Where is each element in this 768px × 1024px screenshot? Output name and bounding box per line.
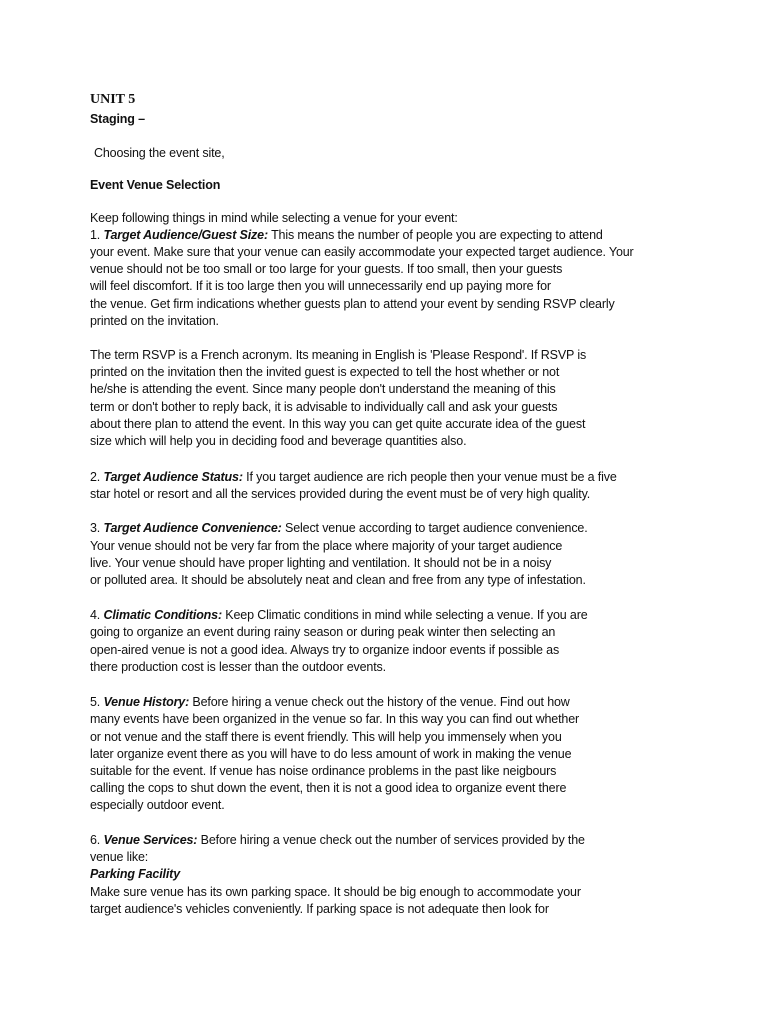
paragraph-line: many events have been organized in the venue so far. In this way you can find out whether	[90, 712, 580, 726]
item2-text: If you target audience are rich people then your venue must be a five	[242, 470, 617, 484]
item1-heading: Target Audience/Guest Size:	[103, 228, 268, 242]
paragraph-line: or not venue and the staff there is event friendly. This will help you immensely when you	[90, 730, 562, 744]
item3-heading: Target Audience Convenience:	[103, 521, 282, 535]
item4-line	[90, 607, 588, 623]
item1-number: 1.	[90, 228, 104, 242]
parking-line: target audience's vehicles conveniently. If parking space is not adequate then look for	[90, 902, 549, 916]
item6-text: Before hiring a venue check out the number of services provided by the	[197, 833, 585, 847]
rsvp-line: he/she is attending the event. Since many people don't understand the meaning of this	[90, 382, 556, 396]
item4-text: Keep Climatic conditions in mind while selecting a venue. If you are	[221, 608, 588, 622]
item1-text: This means the number of people you are expecting to attend	[267, 228, 603, 242]
staging-label: Staging –	[90, 112, 145, 126]
paragraph-line: Your venue should not be very far from the place where majority of your target audience	[90, 539, 563, 553]
parking-heading: Parking Facility	[90, 867, 180, 881]
item3-text: Select venue according to target audience convenience.	[281, 521, 588, 535]
paragraph-line: later organize event there as you will have to do less amount of work in making the venue	[90, 747, 572, 761]
paragraph-line: there production cost is lesser than the outdoor events.	[90, 660, 386, 674]
paragraph-line: suitable for the event. If venue has noise ordinance problems in the past like neigbours	[90, 764, 557, 778]
intro-text: Keep following things in mind while selecting a venue for your event:	[90, 211, 458, 225]
item2-line	[90, 469, 617, 485]
rsvp-line: size which will help you in deciding food and beverage quantities also.	[90, 434, 467, 448]
item1-line	[90, 227, 603, 243]
item2-number: 2.	[90, 470, 104, 484]
item5-line	[90, 694, 570, 710]
paragraph-line: the venue. Get firm indications whether guests plan to attend your event by sending RSVP clearly	[90, 297, 615, 311]
item5-text: Before hiring a venue check out the history of the venue. Find out how	[189, 695, 570, 709]
paragraph-line: your event. Make sure that your venue can easily accommodate your expected target audience. Your	[90, 245, 634, 259]
rsvp-line: term or don't bother to reply back, it is advisable to individually call and ask your guests	[90, 400, 558, 414]
paragraph-line: venue should not be too small or too large for your guests. If too small, then your guests	[90, 262, 563, 276]
item2-heading: Target Audience Status:	[103, 470, 243, 484]
item5-number: 5.	[90, 695, 104, 709]
paragraph-line: going to organize an event during rainy season or during peak winter then selecting an	[90, 625, 556, 639]
paragraph-line: printed on the invitation.	[90, 314, 219, 328]
item4-heading: Climatic Conditions:	[103, 608, 222, 622]
rsvp-line: The term RSVP is a French acronym. Its meaning in English is 'Please Respond'. If RSVP is	[90, 348, 587, 362]
paragraph-line: star hotel or resort and all the services provided during the event must be of very high quality.	[90, 487, 591, 501]
rsvp-line: printed on the invitation then the invited guest is expected to tell the host whether or not	[90, 365, 560, 379]
paragraph-line: venue like:	[90, 850, 149, 864]
rsvp-line: about there plan to attend the event. In this way you can get quite accurate idea of the guest	[90, 417, 586, 431]
paragraph-line: calling the cops to shut down the event, then it is not a good idea to organize event there	[90, 781, 567, 795]
unit-title: UNIT 5	[90, 92, 136, 107]
item6-heading: Venue Services:	[103, 833, 198, 847]
section-title: Event Venue Selection	[90, 178, 221, 192]
item6-number: 6.	[90, 833, 104, 847]
paragraph-line: open-aired venue is not a good idea. Always try to organize indoor events if possible as	[90, 643, 560, 657]
paragraph-line: or polluted area. It should be absolutely neat and clean and free from any type of infestation.	[90, 573, 586, 587]
item6-line	[90, 832, 585, 848]
item3-line	[90, 520, 588, 536]
item4-number: 4.	[90, 608, 104, 622]
choosing-site-text: Choosing the event site,	[94, 146, 225, 160]
paragraph-line: live. Your venue should have proper lighting and ventilation. It should not be in a noisy	[90, 556, 552, 570]
item3-number: 3.	[90, 521, 104, 535]
parking-line: Make sure venue has its own parking space. It should be big enough to accommodate your	[90, 885, 581, 899]
paragraph-line: especially outdoor event.	[90, 798, 225, 812]
paragraph-line: will feel discomfort. If it is too large then you will unnecessarily end up paying more for	[90, 279, 551, 293]
item5-heading: Venue History:	[103, 695, 190, 709]
